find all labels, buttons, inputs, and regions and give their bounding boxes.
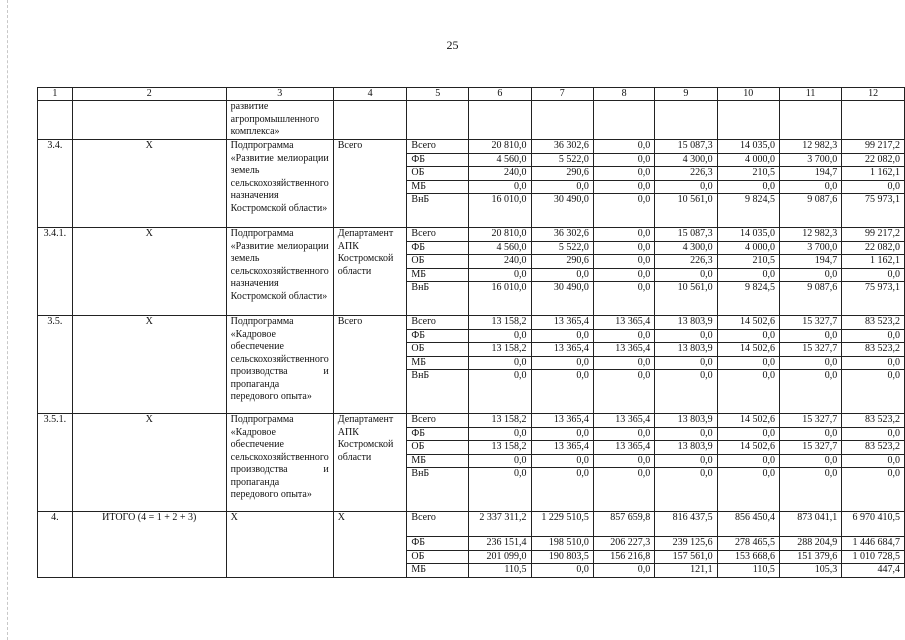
value-cell: 6 970 410,5 (842, 512, 904, 537)
value-cell: 13 365,4 (594, 316, 654, 329)
executor: Всего (333, 316, 407, 414)
value-cell: 14 035,0 (718, 140, 779, 153)
table-row (38, 140, 905, 228)
value-cell: 4 000,0 (718, 153, 779, 167)
value-cell: 9 824,5 (744, 282, 775, 293)
value-cell: 0,0 (780, 356, 841, 370)
value-cell: 105,3 (814, 564, 838, 575)
value-col-12 (842, 414, 905, 512)
table-row (38, 414, 905, 512)
value-cell: 36 302,6 (532, 140, 593, 153)
funding-type-label: ОБ (407, 255, 468, 269)
value-cell: 0,0 (594, 241, 654, 255)
value-cell: 0,0 (469, 356, 530, 370)
value-col-10 (717, 512, 779, 578)
row-id: 3.5.1. (38, 414, 73, 512)
value-col-8 (593, 140, 654, 228)
value-col-12 (842, 512, 905, 578)
value-cell: 0,0 (532, 180, 593, 194)
value-cell: 0,0 (469, 180, 530, 194)
value-cell: 22 082,0 (842, 241, 904, 255)
funding-types (407, 316, 469, 414)
column-header-7: 7 (531, 88, 593, 101)
value-cell: 75 973,1 (865, 194, 900, 205)
value-cell: 15 327,7 (780, 441, 841, 455)
value-cell: 0,0 (514, 370, 527, 381)
value-cell: 0,0 (718, 329, 779, 343)
value-cell: 239 125,6 (655, 537, 716, 551)
value-col-7 (531, 140, 593, 228)
value-cell: 3 700,0 (780, 153, 841, 167)
continuation-text: развитие агропромышленного комплекса» (226, 101, 333, 140)
funding-type-label: Всего (407, 228, 468, 241)
value-cell: 0,0 (718, 427, 779, 441)
value-cell: 0,0 (824, 370, 838, 381)
value-cell: 110,5 (504, 564, 527, 575)
value-cell: 15 327,7 (780, 316, 841, 329)
funding-type-label: МБ (407, 268, 468, 282)
value-cell: 0,0 (780, 180, 841, 194)
funding-type-label: МБ (407, 180, 468, 194)
value-cell: 13 365,4 (594, 343, 654, 357)
row-x-marker: X (72, 140, 226, 228)
value-cell: 30 490,0 (553, 282, 589, 293)
value-cell: 240,0 (469, 167, 530, 181)
value-cell: 1 010 728,5 (842, 550, 904, 564)
funding-type-label: ВнБ (411, 282, 430, 293)
program-name: Подпрограмма «Кадровое обеспечение сельскохозяйственного производства и пропаганда передового опыта» (226, 414, 333, 512)
column-header-1: 1 (38, 88, 73, 101)
funding-type-label: Всего (407, 512, 468, 537)
value-cell: 22 082,0 (842, 153, 904, 167)
value-cell: 0,0 (824, 468, 838, 479)
value-cell: 0,0 (655, 268, 716, 282)
value-cell: 873 041,1 (780, 512, 841, 537)
value-cell: 0,0 (532, 356, 593, 370)
value-col-9 (655, 140, 717, 228)
value-cell: 13 158,2 (469, 316, 530, 329)
value-cell: 83 523,2 (842, 316, 904, 329)
value-cell: 157 561,0 (655, 550, 716, 564)
value-cell: 9 087,6 (807, 282, 838, 293)
value-cell: 15 327,7 (780, 343, 841, 357)
value-cell: 4 560,0 (469, 241, 530, 255)
value-cell: 816 437,5 (655, 512, 716, 537)
value-cell: 0,0 (594, 228, 654, 241)
value-cell: 16 010,0 (491, 194, 527, 205)
value-col-10 (717, 140, 779, 228)
column-header-12: 12 (842, 88, 905, 101)
value-cell: 0,0 (780, 329, 841, 343)
value-cell: 0,0 (514, 468, 527, 479)
value-cell: 4 300,0 (655, 241, 716, 255)
value-cell: 0,0 (594, 268, 654, 282)
value-cell: 0,0 (576, 564, 589, 575)
value-cell: 0,0 (655, 329, 716, 343)
value-cell: 0,0 (469, 329, 530, 343)
value-col-9 (655, 228, 717, 316)
value-cell: 13 365,4 (532, 441, 593, 455)
value-cell: 236 151,4 (469, 537, 530, 551)
page-edge-line (7, 0, 8, 640)
value-cell: 857 659,8 (594, 512, 654, 537)
value-cell: 0,0 (655, 427, 716, 441)
value-cell: 3 700,0 (780, 241, 841, 255)
value-cell: 10 561,0 (677, 282, 713, 293)
value-cell: 2 337 311,2 (469, 512, 530, 537)
value-cell: 0,0 (842, 454, 904, 468)
program-name: X (226, 512, 333, 578)
value-col-11 (779, 414, 841, 512)
program-name: Подпрограмма «Развитие мелиорации земель сельскохозяйственного назначения Костромской области» (226, 228, 333, 316)
value-cell: 20 810,0 (469, 140, 530, 153)
value-cell: 0,0 (718, 180, 779, 194)
column-header-9: 9 (655, 88, 717, 101)
value-cell: 0,0 (887, 370, 900, 381)
program-name: Подпрограмма «Кадровое обеспечение сельскохозяйственного производства и пропаганда передового опыта» (226, 316, 333, 414)
value-cell: 15 087,3 (655, 140, 716, 153)
value-cell: 16 010,0 (491, 282, 527, 293)
value-col-7 (531, 512, 593, 578)
value-cell: 210,5 (718, 167, 779, 181)
column-header-4: 4 (333, 88, 407, 101)
funding-type-label: ОБ (407, 550, 468, 564)
value-col-11 (779, 316, 841, 414)
value-cell: 0,0 (842, 427, 904, 441)
funding-types (407, 228, 469, 316)
value-cell: 240,0 (469, 255, 530, 269)
funding-type-label: ФБ (407, 427, 468, 441)
value-cell: 0,0 (780, 454, 841, 468)
funding-types (407, 140, 469, 228)
value-cell: 14 502,6 (718, 343, 779, 357)
value-cell: 13 803,9 (655, 441, 716, 455)
value-cell: 12 982,3 (780, 140, 841, 153)
value-cell: 13 803,9 (655, 414, 716, 427)
row-x-marker: X (72, 414, 226, 512)
value-cell: 0,0 (532, 268, 593, 282)
funding-type-label: ФБ (407, 241, 468, 255)
value-cell: 5 522,0 (532, 153, 593, 167)
value-cell: 190 803,5 (532, 550, 593, 564)
column-header-row (38, 88, 905, 101)
row-x-marker: X (72, 228, 226, 316)
value-cell: 0,0 (594, 329, 654, 343)
funding-type-label: ФБ (407, 329, 468, 343)
value-cell: 0,0 (637, 370, 651, 381)
executor: Всего (333, 140, 407, 228)
value-cell: 14 502,6 (718, 316, 779, 329)
value-col-11 (779, 228, 841, 316)
value-col-9 (655, 316, 717, 414)
value-col-10 (717, 228, 779, 316)
value-cell: 0,0 (655, 356, 716, 370)
funding-type-label: ОБ (407, 343, 468, 357)
value-col-7 (531, 414, 593, 512)
value-cell: 9 087,6 (807, 194, 838, 205)
value-cell: 0,0 (594, 255, 654, 269)
value-cell: 1 446 684,7 (842, 537, 904, 551)
value-col-10 (717, 316, 779, 414)
value-cell: 290,6 (532, 167, 593, 181)
value-col-6 (469, 414, 531, 512)
value-cell: 0,0 (637, 194, 651, 205)
value-cell: 14 502,6 (718, 414, 779, 427)
value-col-10 (717, 414, 779, 512)
value-col-8 (593, 228, 654, 316)
value-cell: 0,0 (887, 468, 900, 479)
row-x-marker: ИТОГО (4 = 1 + 2 + 3) (72, 512, 226, 578)
table-row (38, 512, 905, 578)
value-col-11 (779, 140, 841, 228)
funding-type-label: ОБ (407, 167, 468, 181)
value-cell: 10 561,0 (677, 194, 713, 205)
value-cell: 15 087,3 (655, 228, 716, 241)
column-header-5: 5 (407, 88, 469, 101)
funding-types (407, 512, 469, 578)
funding-type-label: Всего (407, 414, 468, 427)
page-number: 25 (446, 38, 459, 52)
value-col-6 (469, 228, 531, 316)
value-col-9 (655, 414, 717, 512)
value-cell: 0,0 (469, 427, 530, 441)
value-cell: 156 216,8 (594, 550, 654, 564)
funding-type-label: ВнБ (411, 370, 430, 381)
value-cell: 4 000,0 (718, 241, 779, 255)
value-cell: 1 229 510,5 (532, 512, 593, 537)
table-row (38, 228, 905, 316)
funding-type-label: ФБ (407, 153, 468, 167)
value-cell: 0,0 (469, 268, 530, 282)
value-cell: 13 158,2 (469, 343, 530, 357)
value-cell: 0,0 (594, 167, 654, 181)
value-cell: 99 217,2 (842, 228, 904, 241)
value-cell: 0,0 (469, 454, 530, 468)
value-cell: 13 365,4 (532, 414, 593, 427)
column-header-10: 10 (717, 88, 779, 101)
value-col-12 (842, 316, 905, 414)
value-cell: 0,0 (842, 268, 904, 282)
row-x-marker: X (72, 316, 226, 414)
row-id: 4. (38, 512, 73, 578)
value-cell: 121,1 (690, 564, 713, 575)
value-cell: 13 365,4 (532, 316, 593, 329)
value-cell: 15 327,7 (780, 414, 841, 427)
value-col-11 (779, 512, 841, 578)
column-header-11: 11 (779, 88, 841, 101)
funding-type-label: ВнБ (411, 194, 430, 205)
value-cell: 4 300,0 (655, 153, 716, 167)
value-cell: 13 803,9 (655, 316, 716, 329)
value-col-9 (655, 512, 717, 578)
value-cell: 856 450,4 (718, 512, 779, 537)
value-cell: 1 162,1 (842, 167, 904, 181)
continuation-row (38, 101, 905, 140)
table-row (38, 316, 905, 414)
value-col-8 (593, 316, 654, 414)
funding-type-label: ВнБ (411, 468, 430, 479)
value-cell: 83 523,2 (842, 441, 904, 455)
value-cell: 36 302,6 (532, 228, 593, 241)
value-cell: 0,0 (780, 427, 841, 441)
funding-type-label: Всего (407, 316, 468, 329)
value-cell: 210,5 (718, 255, 779, 269)
value-cell: 226,3 (655, 255, 716, 269)
value-cell: 0,0 (594, 356, 654, 370)
value-cell: 0,0 (718, 356, 779, 370)
funding-type-label: МБ (411, 564, 427, 575)
value-cell: 30 490,0 (553, 194, 589, 205)
value-cell: 14 035,0 (718, 228, 779, 241)
value-cell: 75 973,1 (865, 282, 900, 293)
funding-types (407, 414, 469, 512)
column-header-2: 2 (72, 88, 226, 101)
value-cell: 447,4 (877, 564, 900, 575)
value-cell: 0,0 (762, 370, 775, 381)
value-cell: 13 803,9 (655, 343, 716, 357)
value-cell: 206 227,3 (594, 537, 654, 551)
value-cell: 0,0 (532, 427, 593, 441)
funding-type-label: МБ (407, 356, 468, 370)
value-col-6 (469, 140, 531, 228)
row-id: 3.4.1. (38, 228, 73, 316)
value-cell: 0,0 (700, 370, 713, 381)
value-col-12 (842, 228, 905, 316)
value-cell: 13 365,4 (594, 441, 654, 455)
value-cell: 290,6 (532, 255, 593, 269)
funding-type-label: ФБ (407, 537, 468, 551)
value-cell: 0,0 (594, 140, 654, 153)
value-cell: 0,0 (594, 454, 654, 468)
value-cell: 0,0 (576, 468, 589, 479)
executor: X (333, 512, 407, 578)
value-cell: 13 158,2 (469, 441, 530, 455)
value-col-8 (593, 512, 654, 578)
value-cell: 13 365,4 (594, 414, 654, 427)
value-cell: 99 217,2 (842, 140, 904, 153)
value-cell: 0,0 (655, 180, 716, 194)
value-cell: 0,0 (594, 153, 654, 167)
value-cell: 198 510,0 (532, 537, 593, 551)
value-cell: 0,0 (842, 356, 904, 370)
value-cell: 0,0 (718, 268, 779, 282)
value-cell: 0,0 (655, 454, 716, 468)
budget-table (37, 87, 905, 578)
value-cell: 0,0 (637, 282, 651, 293)
value-col-12 (842, 140, 905, 228)
value-col-7 (531, 316, 593, 414)
column-header-6: 6 (469, 88, 531, 101)
value-cell: 0,0 (594, 427, 654, 441)
executor: Департамент АПК Костромской области (333, 414, 407, 512)
value-cell: 0,0 (637, 564, 651, 575)
value-cell: 0,0 (700, 468, 713, 479)
column-header-3: 3 (226, 88, 333, 101)
value-col-6 (469, 316, 531, 414)
value-cell: 0,0 (762, 468, 775, 479)
value-cell: 0,0 (718, 454, 779, 468)
value-cell: 194,7 (780, 167, 841, 181)
value-cell: 0,0 (594, 180, 654, 194)
value-cell: 288 204,9 (780, 537, 841, 551)
value-col-6 (469, 512, 531, 578)
row-id: 3.4. (38, 140, 73, 228)
column-header-8: 8 (593, 88, 654, 101)
value-cell: 0,0 (842, 329, 904, 343)
program-name: Подпрограмма «Развитие мелиорации земель сельскохозяйственного назначения Костромской области» (226, 140, 333, 228)
value-cell: 0,0 (532, 329, 593, 343)
value-cell: 4 560,0 (469, 153, 530, 167)
value-cell: 0,0 (780, 268, 841, 282)
value-cell: 1 162,1 (842, 255, 904, 269)
executor: Департамент АПК Костромской области (333, 228, 407, 316)
value-cell: 153 668,6 (718, 550, 779, 564)
value-cell: 13 158,2 (469, 414, 530, 427)
value-cell: 151 379,6 (780, 550, 841, 564)
value-cell: 9 824,5 (744, 194, 775, 205)
funding-type-label: МБ (407, 454, 468, 468)
value-cell: 110,5 (752, 564, 775, 575)
value-cell: 201 099,0 (469, 550, 530, 564)
value-cell: 83 523,2 (842, 414, 904, 427)
value-cell: 194,7 (780, 255, 841, 269)
funding-type-label: ОБ (407, 441, 468, 455)
row-id: 3.5. (38, 316, 73, 414)
value-cell: 0,0 (576, 370, 589, 381)
value-cell: 226,3 (655, 167, 716, 181)
value-col-7 (531, 228, 593, 316)
value-cell: 13 365,4 (532, 343, 593, 357)
value-cell: 0,0 (637, 468, 651, 479)
value-cell: 83 523,2 (842, 343, 904, 357)
value-cell: 0,0 (532, 454, 593, 468)
value-cell: 20 810,0 (469, 228, 530, 241)
value-cell: 5 522,0 (532, 241, 593, 255)
funding-type-label: Всего (407, 140, 468, 153)
value-cell: 12 982,3 (780, 228, 841, 241)
value-cell: 14 502,6 (718, 441, 779, 455)
value-cell: 0,0 (842, 180, 904, 194)
value-col-8 (593, 414, 654, 512)
value-cell: 278 465,5 (718, 537, 779, 551)
